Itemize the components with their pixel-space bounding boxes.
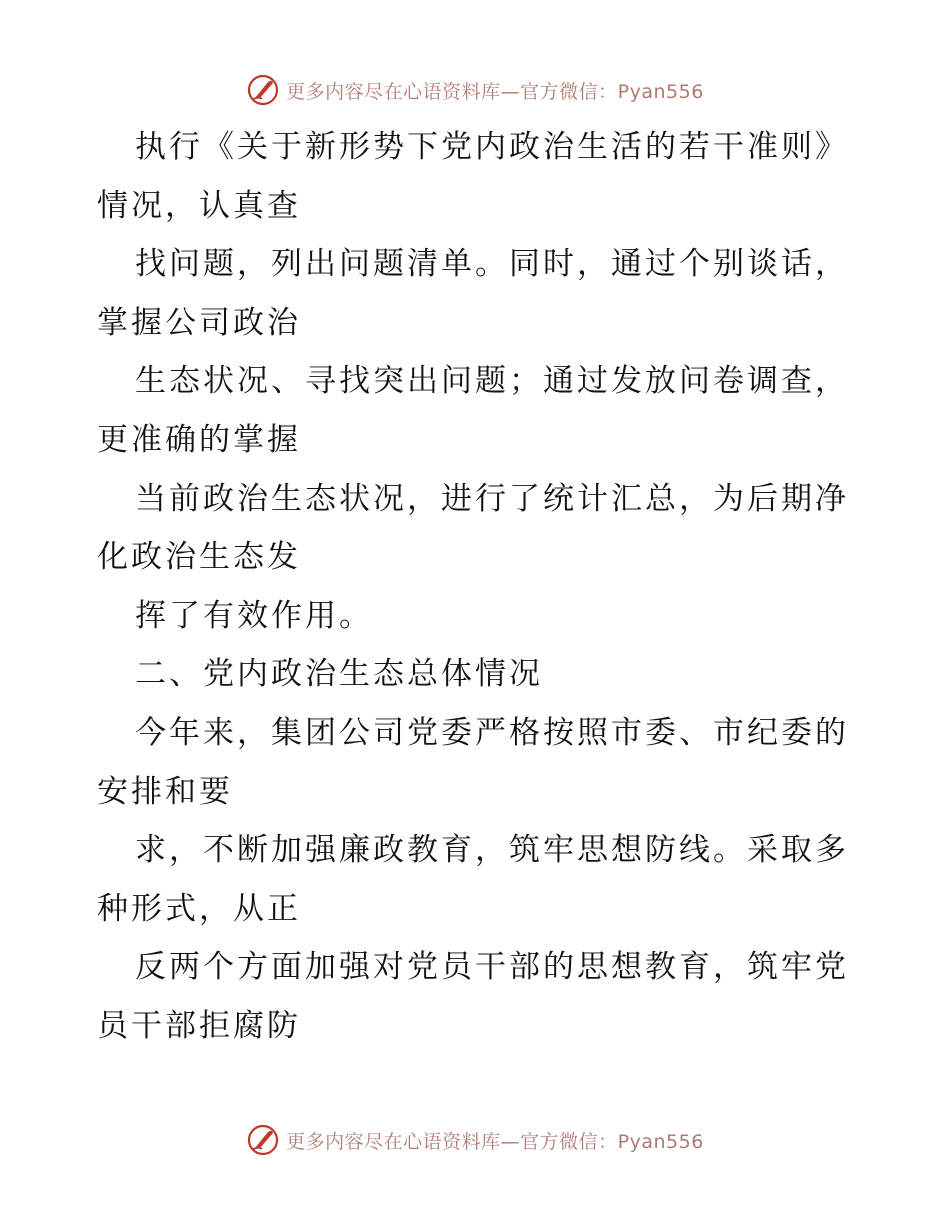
quill-pen-logo-icon: [246, 73, 280, 107]
header-banner-text: 更多内容尽在心语资料库—官方微信：Pyan556: [286, 80, 704, 103]
text-line: 种形式，从正: [97, 890, 301, 927]
text-line: 情况，认真查: [97, 187, 301, 224]
text-line: 员干部拒腐防: [97, 1007, 301, 1044]
text-line: 找问题，列出问题清单。同时，通过个别谈话，: [135, 246, 849, 283]
text-line: 掌握公司政治: [97, 304, 301, 341]
text-line: 挥了有效作用。: [135, 597, 373, 634]
footer-banner-text: 更多内容尽在心语资料库—官方微信：Pyan556: [286, 1130, 704, 1153]
quill-pen-logo-icon: [246, 1123, 280, 1157]
header-banner: [0, 70, 950, 110]
text-line: 今年来，集团公司党委严格按照市委、市纪委的: [135, 714, 849, 751]
text-line: 生态状况、寻找突出问题；通过发放问卷调查，: [135, 363, 849, 400]
text-line: 反两个方面加强对党员干部的思想教育，筑牢党: [135, 949, 849, 986]
text-line: 更准确的掌握: [97, 421, 301, 458]
text-line: 当前政治生态状况，进行了统计汇总，为后期净: [135, 480, 849, 517]
text-line: 安排和要: [97, 773, 233, 810]
section-heading: 二、党内政治生态总体情况: [135, 656, 543, 693]
text-line: 执行《关于新形势下党内政治生活的若干准则》: [135, 129, 849, 165]
document-body: [97, 118, 857, 1056]
text-line: 化政治生态发: [97, 539, 301, 576]
footer-banner: [0, 1120, 950, 1160]
text-line: 求，不断加强廉政教育，筑牢思想防线。采取多: [135, 832, 849, 869]
